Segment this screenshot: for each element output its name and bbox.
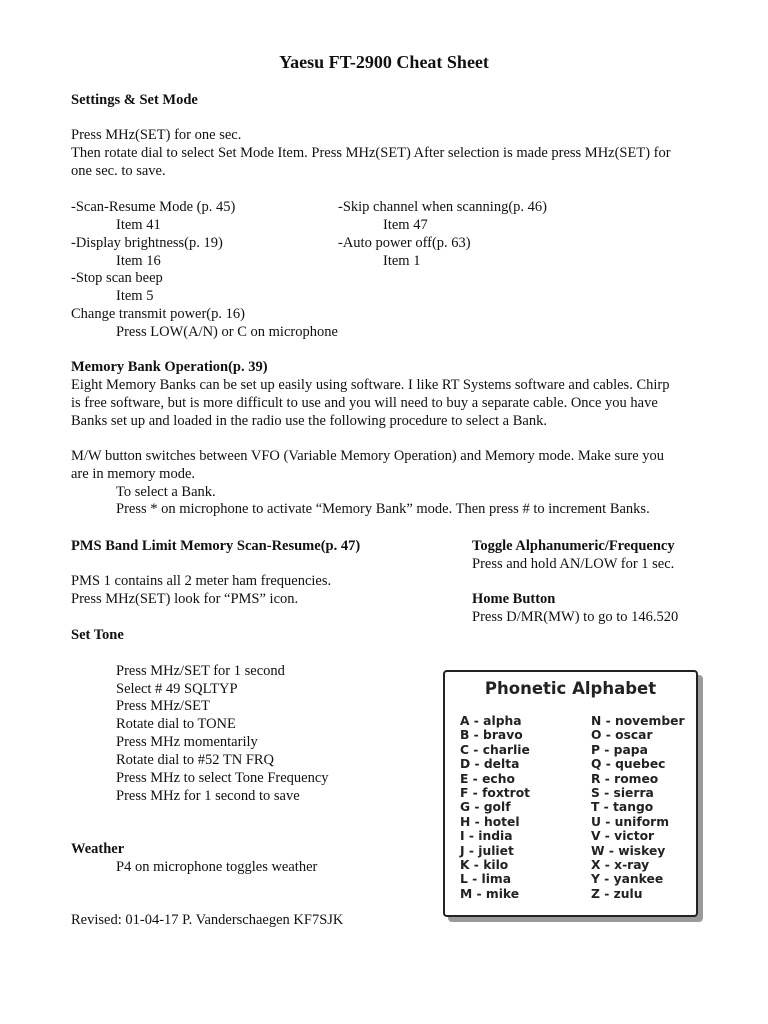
memory-bank-para2-line1: M/W button switches between VFO (Variable Memory Operation) and Memory mode. Make sure you xyxy=(71,448,665,464)
phonetic-entry: X - x-ray xyxy=(591,858,650,873)
settings-line-2: Then rotate dial to select Set Mode Item. Press MHz(SET) After selection is made press MHz(SET) for xyxy=(71,145,671,161)
phonetic-entry: Z - zulu xyxy=(591,886,643,901)
settings-heading: Settings & Set Mode xyxy=(71,92,198,108)
skip-channel: -Skip channel when scanning(p. 46) xyxy=(338,199,547,215)
weather-line: P4 on microphone toggles weather xyxy=(116,859,318,875)
home-button-line: Press D/MR(MW) to go to 146.520 xyxy=(472,609,679,625)
skip-channel-item: Item 47 xyxy=(383,217,428,233)
phonetic-entry: W - wiskey xyxy=(591,843,666,858)
phonetic-alphabet-title: Phonetic Alphabet xyxy=(484,679,657,698)
set-tone-heading: Set Tone xyxy=(71,627,124,643)
display-brightness-item: Item 16 xyxy=(116,253,161,269)
phonetic-entry: L - lima xyxy=(460,872,512,887)
revised-line: Revised: 01-04-17 P. Vanderschaegen KF7SJK xyxy=(71,912,344,928)
auto-power-off: -Auto power off(p. 63) xyxy=(338,235,471,251)
phonetic-entry: K - kilo xyxy=(460,858,509,873)
phonetic-entry: V - victor xyxy=(591,829,655,844)
pms-line-1: PMS 1 contains all 2 meter ham frequencies. xyxy=(71,573,332,589)
phonetic-entry: E - echo xyxy=(460,771,515,786)
stop-scan-beep: -Stop scan beep xyxy=(71,270,163,286)
phonetic-entry: U - uniform xyxy=(591,814,670,829)
phonetic-entry: M - mike xyxy=(460,886,520,901)
settings-line-1: Press MHz(SET) for one sec. xyxy=(71,127,242,143)
phonetic-entry: R - romeo xyxy=(591,771,659,786)
memory-bank-para1-line2: is free software, but is more difficult to use and you will need to buy a separate cable. Once you have xyxy=(71,395,658,411)
pms-line-2: Press MHz(SET) look for “PMS” icon. xyxy=(71,591,299,607)
phonetic-entry: F - foxtrot xyxy=(460,786,531,801)
toggle-heading: Toggle Alphanumeric/Frequency xyxy=(472,538,675,554)
set-tone-step: Rotate dial to TONE xyxy=(116,716,236,732)
select-bank: To select a Bank. xyxy=(116,484,216,500)
phonetic-entry: G - golf xyxy=(460,800,511,815)
display-brightness: -Display brightness(p. 19) xyxy=(71,235,223,251)
transmit-power: Change transmit power(p. 16) xyxy=(71,306,245,322)
home-button-heading: Home Button xyxy=(472,591,556,607)
toggle-line: Press and hold AN/LOW for 1 sec. xyxy=(472,556,675,572)
phonetic-entry: Q - quebec xyxy=(591,757,666,772)
phonetic-entry: O - oscar xyxy=(591,728,653,743)
phonetic-entry: P - papa xyxy=(591,742,648,757)
memory-bank-para1-line3: Banks set up and loaded in the radio use the following procedure to select a Bank. xyxy=(71,413,547,429)
weather-heading: Weather xyxy=(71,841,125,857)
page-title: Yaesu FT-2900 Cheat Sheet xyxy=(279,52,489,72)
transmit-power-detail: Press LOW(A/N) or C on microphone xyxy=(116,324,338,340)
phonetic-entry: H - hotel xyxy=(460,814,520,829)
phonetic-entry: T - tango xyxy=(591,800,654,815)
phonetic-column-a-m xyxy=(460,714,530,901)
set-tone-step: Rotate dial to #52 TN FRQ xyxy=(116,752,275,768)
set-tone-step: Press MHz to select Tone Frequency xyxy=(116,770,329,786)
phonetic-alphabet-card xyxy=(443,670,698,917)
settings-line-3: one sec. to save. xyxy=(71,163,166,179)
set-tone-step: Press MHz/SET xyxy=(116,698,210,714)
phonetic-entry: C - charlie xyxy=(460,742,530,757)
memory-bank-para2-line2: are in memory mode. xyxy=(71,466,196,482)
memory-bank-para1-line1: Eight Memory Banks can be set up easily using software. I like RT Systems software and cables. Chirp xyxy=(71,377,670,393)
scan-resume-item: Item 41 xyxy=(116,217,161,233)
set-tone-step: Select # 49 SQLTYP xyxy=(116,681,238,697)
select-bank-detail: Press * on microphone to activate “Memory Bank” mode. Then press # to increment Banks. xyxy=(116,501,650,517)
phonetic-column-n-z xyxy=(591,714,685,901)
phonetic-entry: D - delta xyxy=(460,757,520,772)
phonetic-entry: Y - yankee xyxy=(591,872,664,887)
set-tone-step: Press MHz momentarily xyxy=(116,734,258,750)
memory-bank-heading: Memory Bank Operation(p. 39) xyxy=(71,359,268,375)
scan-resume-mode: -Scan-Resume Mode (p. 45) xyxy=(71,199,236,215)
phonetic-entry: J - juliet xyxy=(460,843,514,858)
phonetic-entry: B - bravo xyxy=(460,728,523,743)
pms-heading: PMS Band Limit Memory Scan-Resume(p. 47) xyxy=(71,538,361,554)
phonetic-entry: I - india xyxy=(460,829,513,844)
set-tone-step: Press MHz for 1 second to save xyxy=(116,788,300,804)
phonetic-entry: A - alpha xyxy=(460,714,522,728)
stop-scan-beep-item: Item 5 xyxy=(116,288,154,304)
set-tone-step: Press MHz/SET for 1 second xyxy=(116,663,285,679)
phonetic-entry: S - sierra xyxy=(591,786,654,801)
auto-power-off-item: Item 1 xyxy=(383,253,421,269)
phonetic-entry: N - november xyxy=(591,714,685,728)
